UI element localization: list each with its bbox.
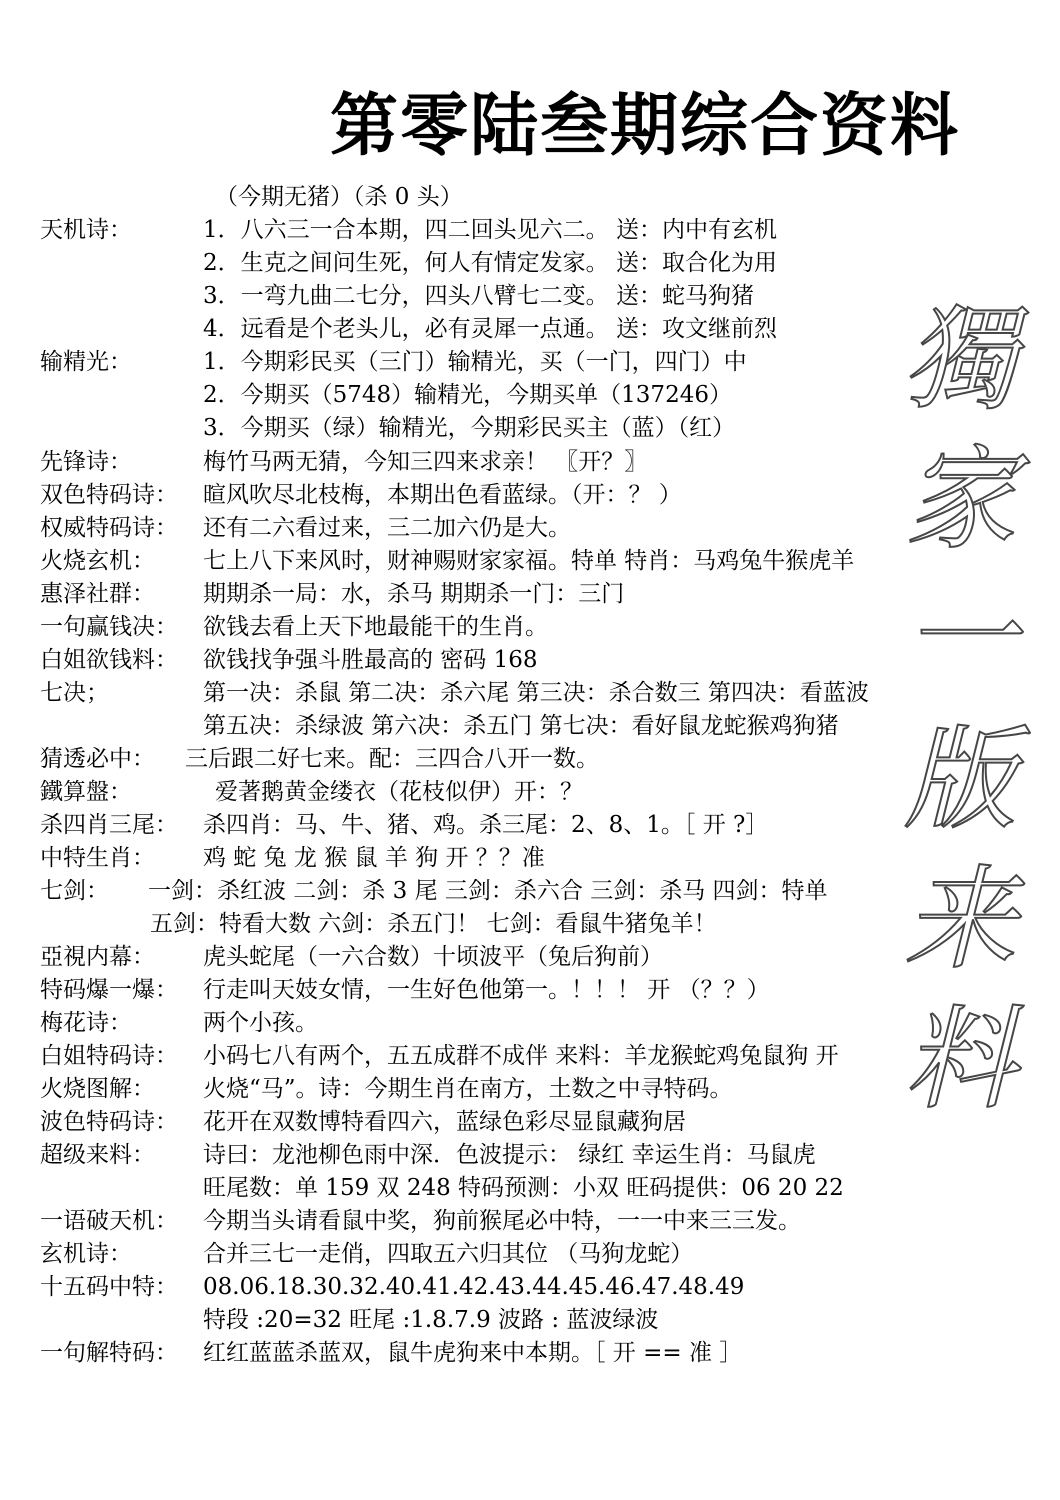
row-text: 期期杀一局：水，杀马 期期杀一门：三门	[203, 581, 625, 607]
row-label: 猜透必中：	[40, 746, 155, 772]
row-text: 2．生克之间问生死，何人有情定发家。 送：取合化为用	[203, 250, 777, 276]
row-text: 三后跟二好七来。配：三四合八开一数。	[185, 746, 599, 772]
row-label: 输精光：	[40, 349, 132, 375]
row-label: 一语破天机：	[40, 1208, 178, 1234]
row-text: 1．八六三一合本期，四二回头见六二。 送：内中有玄机	[203, 217, 777, 243]
row-label: 一句赢钱决：	[40, 614, 178, 640]
row-text: 两个小孩。	[203, 1010, 318, 1036]
watermark-char: 獨	[904, 295, 1016, 425]
row-label: 玄机诗：	[40, 1241, 132, 1267]
row-label: 特码爆一爆：	[40, 977, 178, 1003]
row-text: 鸡 蛇 兔 龙 猴 鼠 羊 狗 开 ？？准	[203, 845, 545, 871]
row-label: 先锋诗：	[40, 449, 132, 475]
row-label: 双色特码诗：	[40, 482, 178, 508]
watermark-stamp	[900, 290, 1020, 1130]
row-text: 第一决：杀鼠 第二决：杀六尾 第三决：杀合数三 第四决：看蓝波	[203, 680, 869, 706]
page-title: 第零陆叁期综合资料	[330, 87, 961, 166]
row-text: 08.06.18.30.32.40.41.42.43.44.45.46.47.48.49	[203, 1274, 745, 1300]
watermark-char: 来	[904, 855, 1016, 985]
row-label: 波色特码诗：	[40, 1109, 178, 1135]
row-text: 杀四肖：马、牛、猪、鸡。杀三尾：2、8、1。［ 开 ?］	[203, 812, 769, 838]
row-text: 特段 :20=32 旺尾 :1.8.7.9 波路 : 蓝波绿波	[203, 1307, 659, 1333]
row-text: 火烧“马”。诗：今期生肖在南方，土数之中寻特码。	[203, 1076, 733, 1102]
row-label: 惠泽社群：	[40, 581, 155, 607]
row-text: 欲钱去看上天下地最能干的生肖。	[203, 614, 548, 640]
row-label: 七决；	[40, 680, 109, 706]
watermark-char: 一	[904, 575, 1016, 705]
row-text: 2．今期买（5748）输精光，今期买单（137246）	[203, 382, 732, 408]
subtitle: （今期无猪）（杀 0 头）	[215, 184, 463, 210]
row-label: 中特生肖：	[40, 845, 155, 871]
row-label: 火烧玄机：	[40, 548, 155, 574]
row-text: 合并三七一走俏，四取五六归其位 （马狗龙蛇）	[203, 1241, 694, 1267]
row-text: 诗曰：龙池柳色雨中深．色波提示： 绿红 幸运生肖：马鼠虎	[203, 1142, 816, 1168]
row-label: 杀四肖三尾：	[40, 812, 178, 838]
watermark-char: 版	[904, 715, 1016, 845]
row-label: 白姐欲钱料：	[40, 647, 178, 673]
row-text: 3．今期买（绿）输精光，今期彩民买主（蓝）（红）	[203, 415, 736, 441]
row-text: 一剑：杀红波 二剑：杀 3 尾 三剑：杀六合 三剑：杀马 四剑：特单	[148, 878, 828, 904]
watermark-char: 家	[904, 435, 1016, 565]
watermark-char: 料	[904, 995, 1016, 1125]
row-text: 3．一弯九曲二七分，四头八臂七二变。 送：蛇马狗猪	[203, 283, 754, 309]
row-text: 第五决：杀绿波 第六决：杀五门 第七决：看好鼠龙蛇猴鸡狗猪	[203, 713, 839, 739]
row-label: 权威特码诗：	[40, 515, 178, 541]
row-text: 1．今期彩民买（三门）输精光，买（一门，四门）中	[203, 349, 747, 375]
row-text: 梅竹马两无猜，今知三四来求亲！ 〖开？〗	[203, 449, 648, 475]
row-label: 十五码中特：	[40, 1274, 178, 1300]
row-text: 行走叫天妓女情，一生好色他第一。！！！ 开 （？？）	[203, 977, 770, 1003]
row-text: 今期当头请看鼠中奖，狗前猴尾必中特，一一中来三三发。	[203, 1208, 801, 1234]
row-label: 白姐特码诗：	[40, 1043, 178, 1069]
row-label: 鐵算盤：	[40, 779, 132, 805]
row-label: 天机诗：	[40, 217, 132, 243]
row-label: 一句解特码：	[40, 1340, 178, 1366]
row-text: 花开在双数博特看四六，蓝绿色彩尽显鼠藏狗居	[203, 1109, 686, 1135]
row-label: 梅花诗：	[40, 1010, 132, 1036]
row-text: 虎头蛇尾（一六合数）十顷波平（兔后狗前）	[203, 944, 663, 970]
row-text: 小码七八有两个，五五成群不成伴 来料：羊龙猴蛇鸡兔鼠狗 开	[203, 1043, 839, 1069]
row-text: 欲钱找争强斗胜最高的 密码 168	[203, 647, 538, 673]
row-label: 超级来料：	[40, 1142, 155, 1168]
row-label: 亞視内幕：	[40, 944, 155, 970]
row-text: 还有二六看过来，三二加六仍是大。	[203, 515, 571, 541]
row-label: 七剑：	[40, 878, 109, 904]
row-text: 爱著鹅黄金缕衣（花枝似伊）开：？	[215, 779, 583, 805]
row-text: 旺尾数：单 159 双 248 特码预测：小双 旺码提供：06 20 22	[203, 1175, 844, 1201]
row-text: 红红蓝蓝杀蓝双，鼠牛虎狗来中本期。［ 开 == 准 ］	[203, 1340, 743, 1366]
row-text: 七上八下来风时，财神赐财家家福。特单 特肖：马鸡兔牛猴虎羊	[203, 548, 855, 574]
row-text: 4．远看是个老头儿，必有灵犀一点通。 送：攻文继前烈	[203, 316, 777, 342]
row-text: 暄风吹尽北枝梅，本期出色看蓝绿。（开：？ ）	[203, 482, 682, 508]
row-text: 五剑：特看大数 六剑：杀五门！ 七剑：看鼠牛猪兔羊！	[150, 911, 717, 937]
row-label: 火烧图解：	[40, 1076, 155, 1102]
